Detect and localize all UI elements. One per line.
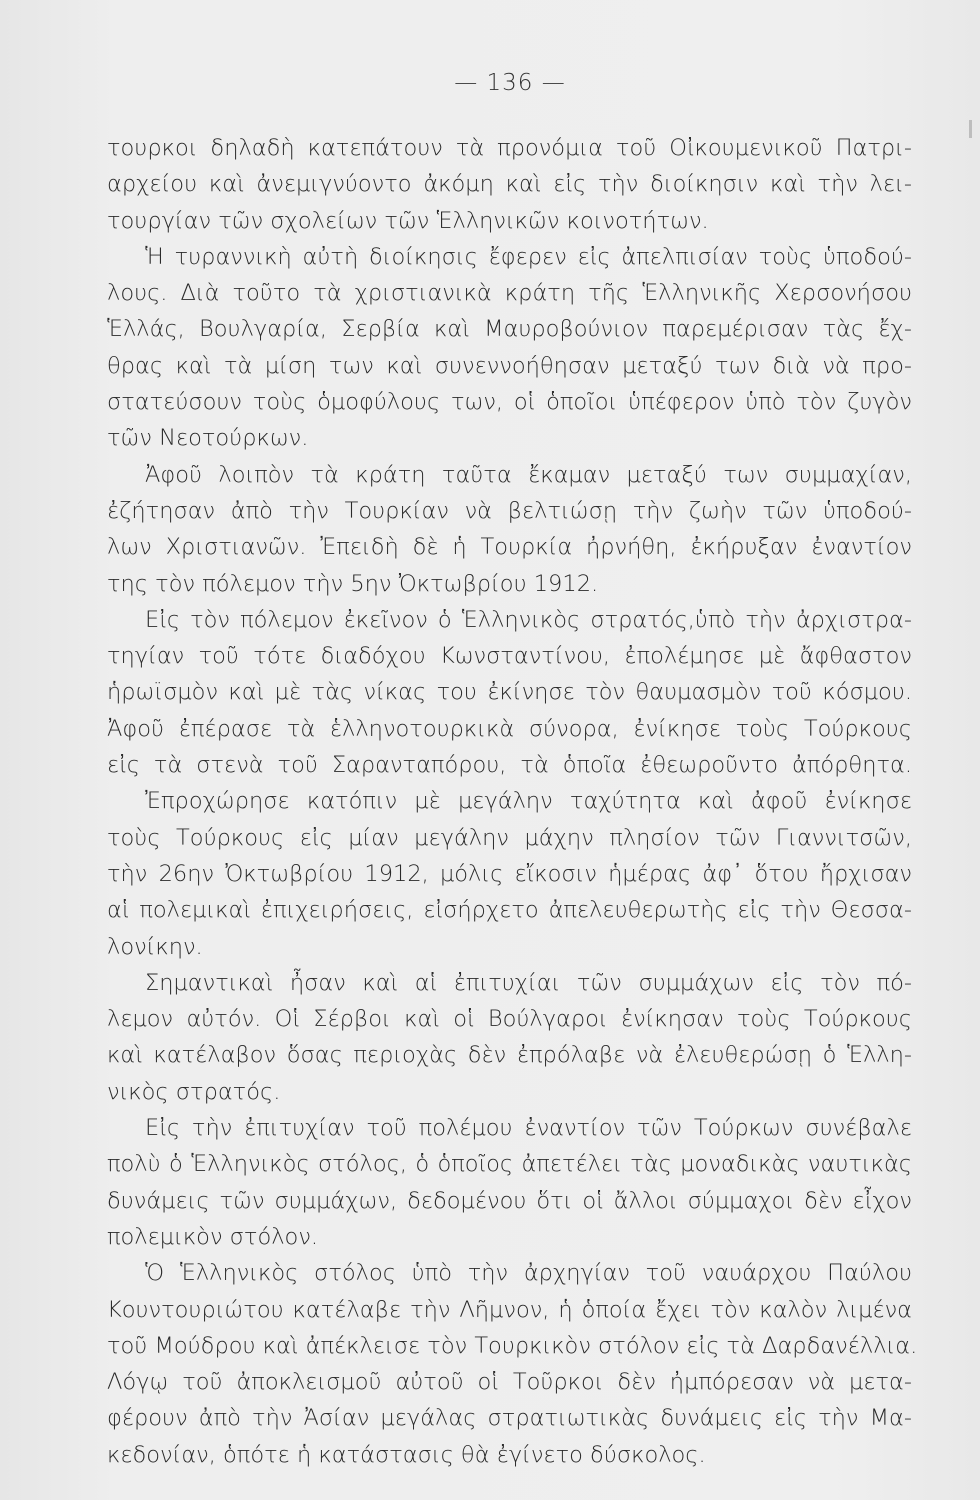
text-line: εἰς τὰ στενὰ τοῦ Σαρανταπόρου, τὰ ὁποῖα ἐθεωροῦντο ἀπόρθητα.: [107, 752, 912, 779]
text-line: δυνάμεις τῶν συμμάχων, δεδομένου ὅτι οἱ ἄλλοι σύμμαχοι δὲν εἶχον: [107, 1187, 912, 1214]
text-line: θρας καὶ τὰ μίση των καὶ συνεννοήθησαν μεταξύ των διὰ νὰ προ-: [107, 352, 912, 379]
text-line: Ἀφοῦ λοιπὸν τὰ κράτη ταῦτα ἔκαμαν μεταξύ των συμμαχίαν,: [145, 461, 912, 488]
text-line: τηγίαν τοῦ τότε διαδόχου Κωνσταντίνου, ἐπολέμησε μὲ ἄφθαστον: [107, 643, 912, 670]
margin-mark: [969, 120, 972, 138]
text-line: στατεύσουν τοὺς ὁμοφύλους των, οἱ ὁποῖοι ὑπέφερον ὑπὸ τὸν ζυγὸν: [107, 389, 912, 416]
text-line: αρχείου καὶ ἀνεμιγνύοντο ἀκόμη καὶ εἰς τὴν διοίκησιν καὶ τὴν λει-: [107, 171, 912, 198]
body-text: [107, 130, 918, 1473]
text-line: ἡρωϊσμὸν καὶ μὲ τὰς νίκας του ἐκίνησε τὸν θαυμασμὸν τοῦ κόσμου.: [107, 679, 912, 706]
text-line: πολὺ ὁ Ἑλληνικὸς στόλος, ὁ ὁποῖος ἀπετέλει τὰς μοναδικὰς ναυτικὰς: [107, 1151, 912, 1178]
text-line: τοῦ Μούδρου καὶ ἀπέκλεισε τὸν Τουρκικὸν στόλον εἰς τὰ Δαρδανέλλια.: [107, 1332, 918, 1359]
text-line: της τὸν πόλεμον τὴν 5ην Ὀκτωβρίου 1912.: [107, 570, 599, 597]
text-line: τουρκοι δηλαδὴ κατεπάτουν τὰ προνόμια τοῦ Οἰκουμενικοῦ Πατρι-: [107, 135, 912, 161]
text-line: Εἰς τὸν πόλεμον ἐκεῖνον ὁ Ἑλληνικὸς στρατός,ὑπὸ τὴν ἀρχιστρα-: [145, 606, 912, 633]
text-line: ἐζήτησαν ἀπὸ τὴν Τουρκίαν νὰ βελτιώσῃ τὴν ζωὴν τῶν ὑποδού-: [107, 497, 912, 524]
text-line: τῶν Νεοτούρκων.: [107, 425, 309, 452]
text-line: τὴν 26ην Ὀκτωβρίου 1912, μόλις εἴκοσιν ἡμέρας ἀφ᾿ ὅτου ἤρχισαν: [107, 860, 912, 887]
text-line: τοὺς Τούρκους εἰς μίαν μεγάλην μάχην πλησίον τῶν Γιαννιτσῶν,: [107, 824, 912, 851]
text-line: Ἀφοῦ ἐπέρασε τὰ ἑλληνοτουρκικὰ σύνορα, ἐνίκησε τοὺς Τούρκους: [107, 715, 912, 742]
page-number: — 136 —: [454, 70, 566, 96]
text-line: Ὁ Ἑλληνικὸς στόλος ὑπὸ τὴν ἀρχηγίαν τοῦ ναυάρχου Παύλου: [145, 1260, 912, 1287]
text-line: κεδονίαν, ὁπότε ἡ κατάστασις θὰ ἐγίνετο δύσκολος.: [107, 1441, 706, 1468]
text-line: Κουντουριώτου κατέλαβε τὴν Λῆμνον, ἡ ὁποία ἔχει τὸν καλὸν λιμένα: [107, 1296, 912, 1323]
text-line: Ἑλλάς, Βουλγαρία, Σερβία καὶ Μαυροβούνιον παρεμέρισαν τὰς ἔχ-: [107, 316, 912, 343]
text-line: καὶ κατέλαβον ὅσας περιοχὰς δὲν ἐπρόλαβε νὰ ἐλευθερώσῃ ὁ Ἑλλη-: [107, 1042, 912, 1069]
text-line: Ἡ τυραννικὴ αὐτὴ διοίκησις ἔφερεν εἰς ἀπελπισίαν τοὺς ὑποδού-: [145, 243, 912, 270]
text-line: πολεμικὸν στόλον.: [107, 1223, 319, 1250]
text-line: λονίκην.: [107, 933, 203, 960]
text-line: λεμον αὐτόν. Οἱ Σέρβοι καὶ οἱ Βούλγαροι ἐνίκησαν τοὺς Τούρκους: [107, 1006, 912, 1033]
text-line: λους. Διὰ τοῦτο τὰ χριστιανικὰ κράτη τῆς Ἑλληνικῆς Χερσονήσου: [107, 280, 912, 307]
text-line: Ἐπροχώρησε κατόπιν μὲ μεγάλην ταχύτητα καὶ ἀφοῦ ἐνίκησε: [145, 788, 912, 815]
text-line: νικὸς στρατός.: [107, 1078, 281, 1105]
text-line: Σημαντικαὶ ἦσαν καὶ αἱ ἐπιτυχίαι τῶν συμμάχων εἰς τὸν πό-: [145, 969, 912, 996]
text-line: Λόγῳ τοῦ ἀποκλεισμοῦ αὐτοῦ οἱ Τοῦρκοι δὲν ἠμπόρεσαν νὰ μετα-: [107, 1369, 912, 1396]
text-line: Εἰς τὴν ἐπιτυχίαν τοῦ πολέμου ἐναντίον τῶν Τούρκων συνέβαλε: [145, 1115, 912, 1142]
text-line: τουργίαν τῶν σχολείων τῶν Ἑλληνικῶν κοινοτήτων.: [107, 207, 709, 234]
text-line: φέρουν ἀπὸ τὴν Ἀσίαν μεγάλας στρατιωτικὰς δυνάμεις εἰς τὴν Μα-: [107, 1405, 912, 1432]
text-line: λων Χριστιανῶν. Ἐπειδὴ δὲ ἡ Τουρκία ἠρνήθη, ἐκήρυξαν ἐναντίον: [107, 534, 912, 561]
text-line: αἱ πολεμικαὶ ἐπιχειρήσεις, εἰσήρχετο ἀπελευθερωτὴς εἰς τὴν Θεσσα-: [107, 897, 912, 924]
